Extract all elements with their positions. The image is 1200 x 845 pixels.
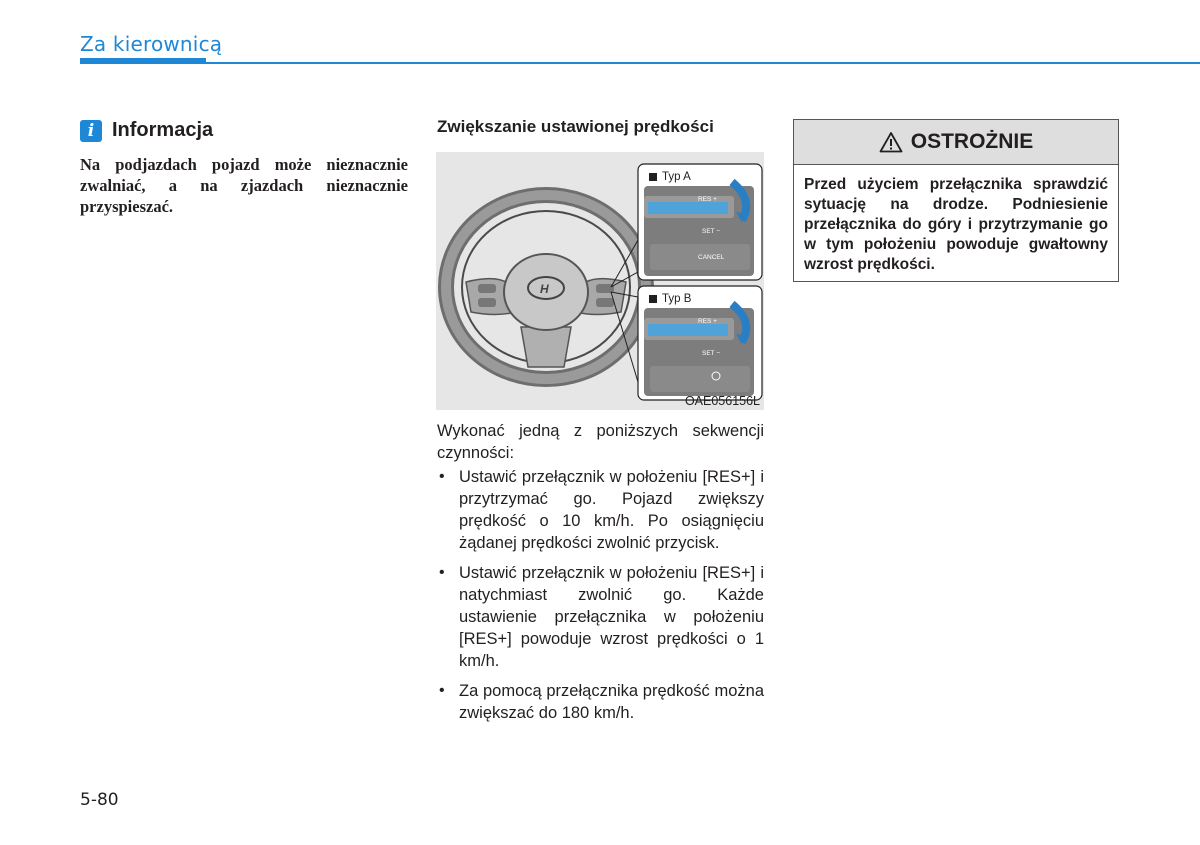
square-bullet-icon bbox=[649, 295, 657, 303]
header-title: Za kierownicą bbox=[80, 32, 223, 56]
figure-label-type-b bbox=[649, 293, 691, 305]
type-b-label: Typ B bbox=[662, 293, 692, 305]
svg-text:H: H bbox=[540, 282, 549, 296]
section-title: Zwiększanie ustawionej prędkości bbox=[437, 117, 714, 136]
caution-text: Przed użyciem przełącznika sprawdzić sytuację na drodze. Podniesienie przełącznika do góry i przytrzymanie go w tym położeniu powoduje gwałtowny wzrost prędkości. bbox=[804, 176, 1108, 273]
steering-wheel-figure bbox=[436, 152, 764, 410]
header-rule bbox=[80, 62, 1200, 64]
figure-label-type-a bbox=[649, 171, 691, 183]
list-item: • Za pomocą przełącznika prędkość można zwiększać do 180 km/h. bbox=[437, 680, 764, 724]
info-heading bbox=[80, 119, 213, 142]
svg-text:SET −: SET − bbox=[702, 228, 721, 235]
intro-text: Wykonać jedną z poniższych sekwencji czynności: bbox=[437, 422, 764, 462]
steering-wheel-illustration bbox=[436, 152, 764, 410]
svg-text:RES +: RES + bbox=[698, 318, 717, 325]
svg-text:RES +: RES + bbox=[698, 196, 717, 203]
list-item: • Ustawić przełącznik w położeniu [RES+] i natychmiast zwolnić go. Każde ustawienie przełącznika w położeniu [RES+] powoduje wzrost prędkości o 1 km/h. bbox=[437, 562, 764, 672]
svg-text:CANCEL: CANCEL bbox=[698, 254, 725, 261]
caution-title: OSTROŻNIE bbox=[910, 130, 1034, 153]
caution-header bbox=[794, 120, 1118, 165]
info-title: Informacja bbox=[112, 119, 214, 141]
caution-box bbox=[793, 119, 1119, 282]
svg-text:SET −: SET − bbox=[702, 350, 721, 357]
list-item: • Ustawić przełącznik w położeniu [RES+] i przytrzymać go. Pojazd zwiększy prędkość o 10 km/h. Po osiągnięciu żądanej prędkości zwolnić przycisk. bbox=[437, 466, 764, 554]
square-bullet-icon bbox=[649, 173, 657, 181]
info-icon: i bbox=[80, 120, 102, 142]
figure-code: OAE056156L bbox=[684, 394, 760, 408]
info-text: Na podjazdach pojazd może nieznacznie zwalniać, a na zjazdach nieznacznie przyspieszać. bbox=[80, 155, 408, 216]
warning-triangle-icon bbox=[879, 131, 903, 153]
page-number: 5-80 bbox=[80, 790, 119, 810]
steps-list bbox=[437, 466, 764, 732]
type-a-label: Typ A bbox=[662, 171, 691, 183]
